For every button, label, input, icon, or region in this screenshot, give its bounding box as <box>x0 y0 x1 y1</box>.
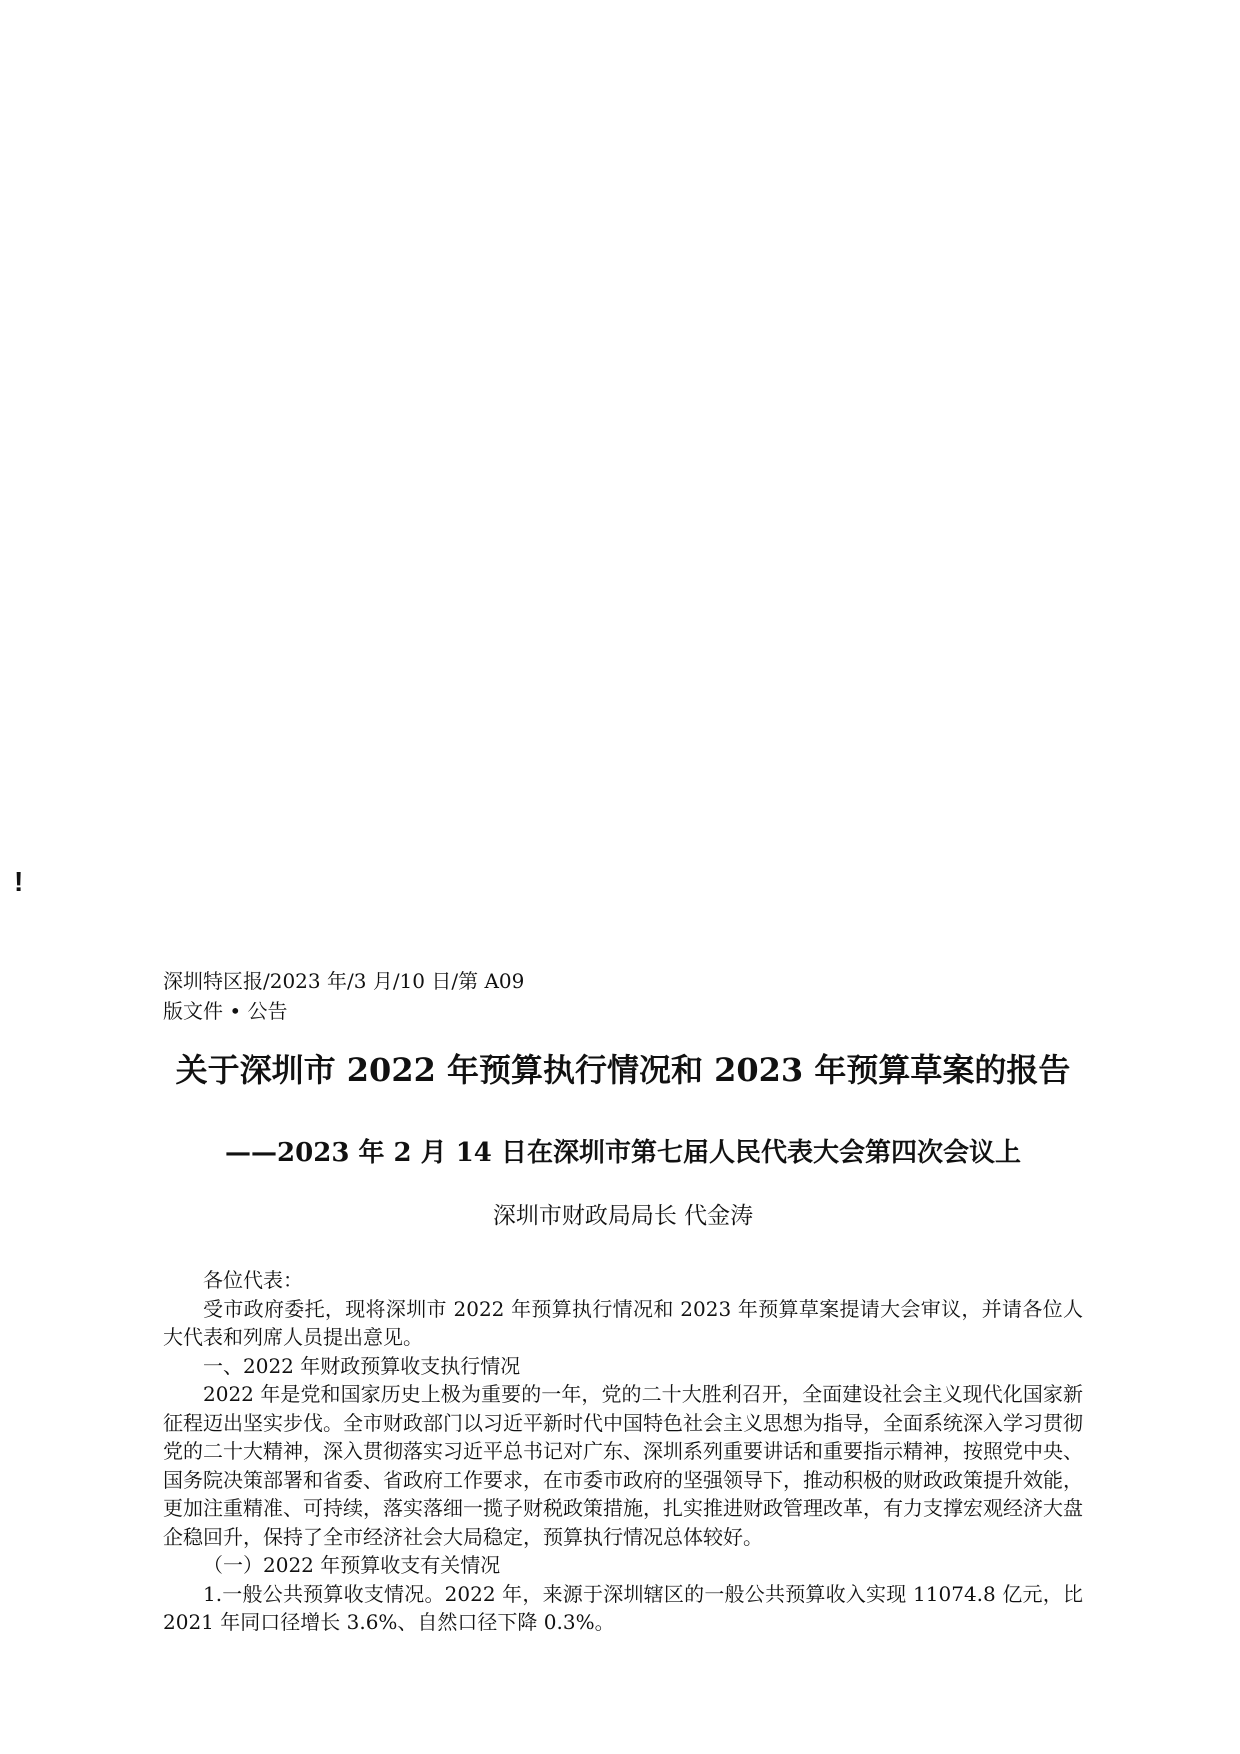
document-subtitle: ——2023 年 2 月 14 日在深圳市第七届人民代表大会第四次会议上 <box>225 1138 1021 1168</box>
exclamation-mark: ! <box>14 866 24 897</box>
document-body <box>163 966 1083 1634</box>
document-title: 关于深圳市 2022 年预算执行情况和 2023 年预算草案的报告 <box>175 1051 1071 1089</box>
report-text <box>163 1266 1083 1637</box>
paragraph-budget-revenue: 1.一般公共预算收支情况。2022 年，来源于深圳辖区的一般公共预算收入实现 11074.8 亿元，比 2021 年同口径增长 3.6%、自然口径下降 0.3%。 <box>163 1581 1083 1634</box>
document-author: 深圳市财政局局长 代金涛 <box>492 1203 754 1229</box>
subsection-heading: （一）2022 年预算收支有关情况 <box>203 1553 501 1577</box>
paragraph-salutation: 各位代表： <box>203 1268 303 1292</box>
section-heading: 一、2022 年财政预算收支执行情况 <box>203 1353 521 1378</box>
source-line: 深圳特区报/2023 年/3 月/10 日/第 A09 版文件 • 公告 <box>163 969 525 1023</box>
paragraph-intro: 受市政府委托，现将深圳市 2022 年预算执行情况和 2023 年预算草案提请大会审议，并请各位人大代表和列席人员提出意见。 <box>163 1296 1083 1349</box>
paragraph-overview: 2022 年是党和国家历史上极为重要的一年，党的二十大胜利召开，全面建设社会主义现代化国家新征程迈出坚实步伐。全市财政部门以习近平新时代中国特色社会主义思想为指导，全面系统深入学习贯彻党的二十大精神，深入贯彻落实习近平总书记对广东、深圳系列重要讲话和重要指示精神，按照党中央、国务院决策部署和省委、省政府工作要求，在市委市政府的坚强领导下，推动积极的财政政策提升效能，更加注重精准、可持续，落实落细一揽子财税政策措施，扎实推进财政管理改革，有力支撑宏观经济大盘企稳回升，保持了全市经济社会大局稳定，预算执行情况总体较好。 <box>163 1382 1083 1549</box>
